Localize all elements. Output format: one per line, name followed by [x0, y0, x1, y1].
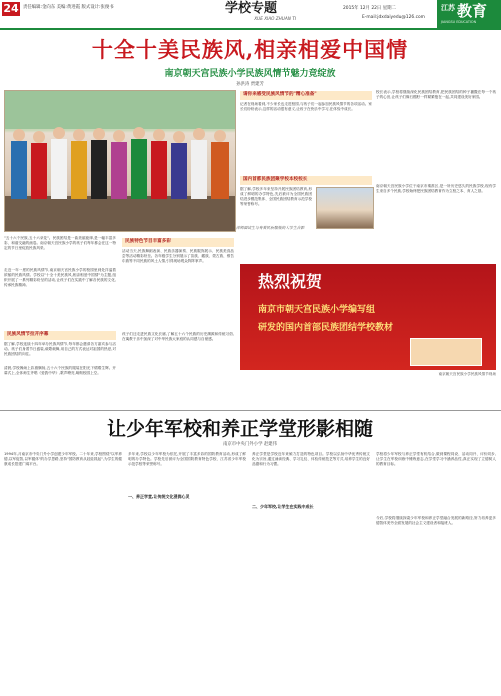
- brand-sub: JIANGSU EDUCATION: [441, 20, 477, 24]
- editor-credits: 责任编辑:金向东 美编:黄进霞 版式设计:张俊书: [23, 5, 114, 10]
- article1-title: 十全十美民族风,相亲相爱中国情: [91, 37, 409, 62]
- article1-col3-text: 记者在现场看到,不少家长也走进校园,与孩子们一起参加民族风情节的各项活动。家长们纷纷表示,这样的活动很有意义,让孩子在快乐中学习,在体验中成长。: [240, 102, 372, 111]
- article1-col2-text2: 孩子们还走进民族文化长廊,了解五十六个民族的历史渊源和传统习俗,在寓教于乐中加深了对中华民族大家庭的认同感与自豪感。: [122, 332, 234, 341]
- page-number-box: [2, 2, 20, 16]
- article1-byline: 孙洪涛 贾建芳: [236, 82, 264, 87]
- brand-big: 教育: [457, 2, 488, 20]
- page-number: 24: [3, 2, 19, 15]
- page-header: [0, 0, 501, 30]
- article2-col1-text: 1994年,月南京市中央门外小学创建少年军校。二十年来,学校围绕"以军养德,以军促智,以军健体"的办学思路,坚持"国防教育从娃娃抓起",为学生的健康成长搭建广阔平台。: [4, 452, 122, 466]
- banner-caption: 南京朝天宫民族小学民族风情节现场: [438, 372, 496, 376]
- congratulations-banner: [240, 264, 496, 370]
- article1-col3-text2: 据了解,学校多年来坚持开展民族团结教育,形成了鲜明的办学特色,先后被评为全国民族团结进步模范集体、全国民族团结教育示范学校等荣誉称号。: [240, 187, 312, 206]
- article1-col1-head1: 民族风情节拉开序幕: [7, 332, 49, 337]
- masthead-brand: [437, 0, 501, 28]
- article1-lede: "五十六个民族,五十六朵花"。民族团结是一曲美丽旋律,是一幅丰富多彩、和谐交融的画卷。南京朝天宫民族小学的孩子们每年都会在这一特定的节日里绽放民族风采。: [4, 236, 116, 250]
- article1-col4-text: 校长表示,学校将继续深化民族团结教育,把民族团结的种子播撒在每一个孩子的心田,让孩子们像石榴籽一样紧紧抱在一起,共同建设美好家园。: [376, 90, 496, 99]
- section-pinyin: XUE XIAO ZHUAN TI: [254, 16, 296, 21]
- article1-col1-head1-box: [4, 331, 116, 340]
- photo-caption: 律师面试生与身着民族服装的大学生合影: [236, 225, 305, 230]
- article2-title: 让少年军校和养正学堂形影相随: [106, 418, 373, 440]
- article2-col3-head: 二、少年军校,让学生在实践中成长: [252, 504, 314, 509]
- article2-byline: 南京市中央门外小学 赵建伟: [222, 442, 278, 447]
- article1-col1-text2: 据了解,学校连续十四年举办民族风情节,每年都会邀请各方嘉宾参与活动。孩子们身着节日盛装,载歌载舞,用自己的方式表达对祖国的热爱,对民族团结的向往。: [4, 342, 116, 356]
- article1-col3-head1-box: [240, 91, 372, 100]
- article1-col3-head1: 请你来感受民族风情节的"精心准备": [243, 92, 317, 97]
- issue-date: 2015年 12月 22日 星期二: [343, 6, 396, 11]
- article1-col1-text: 走近一年一度的民族风情节,南京朝天宫民族小学的校园里到处洋溢着浓郁的民族风情。学校以"十全十美民族风,相亲相爱中国情"为主题,组织开展了一系列精彩纷呈的活动,让孩子们在实践中了解各民族的文化,传承民族精神。: [4, 268, 116, 287]
- article2-col2-text: 多年来,学校以少年军校为依托,开展了丰富多彩的国防教育活动,形成了鲜明的办学特色。学校先后被评为全国国防教育特色学校、江苏省少年军校示范学校等荣誉称号。: [128, 452, 246, 466]
- article1-col2-head1-box: [122, 238, 234, 247]
- section-title: 学校专题: [224, 1, 277, 16]
- banner-line-2: 南京市朝天宫民族小学编写组: [258, 305, 376, 315]
- article2-col4-text2: 今后,学校将继续探索少年军校和养正学堂融合发展的新路径,努力培养更多德智体美劳全面发展的社会主义建设者和接班人。: [376, 516, 496, 525]
- article2-col3-text: 养正学堂是学校近年来倾力打造的特色项目。学校以弘扬中华优秀传统文化为宗旨,通过诵读经典、学习礼仪、体验传统技艺等方式,培养学生的良好品德和行为习惯。: [252, 452, 370, 466]
- article1-col4-text2: 南京朝天宫民族小学位于南京市秦淮区,是一所历史悠久的民族学校,现有学生来自多个民族,学校始终把民族团结教育作为立校之本、育人之基。: [376, 184, 496, 193]
- article2-col4-text: 学校将少年军校与养正学堂有机结合,做到课程同设、活动同开、评价同步,让学生在军校训练中锤炼意志,在学堂学习中涵养品性,真正实现了立德树人的教育目标。: [376, 452, 496, 466]
- article1-col3-head2: 国内首都民族团聚学校本校校长: [243, 177, 308, 182]
- article-separator: [0, 410, 501, 411]
- small-inset-photo: [316, 187, 374, 229]
- article1-col2-text: 活动当天,民族舞蹈表演、民族乐器演奏、民族服饰展示、民族美食品尝等活动精彩纷呈。各年级学生分别展示了苗族、藏族、蒙古族、维吾尔族等不同民族的风土人情,引得现场观众阵阵掌声。: [122, 249, 234, 263]
- banner-book-image: [410, 338, 482, 366]
- article1-col1-text3: 清晨,学校操场上彩旗飘扬,五十六个民族的服装在阳光下熠熠生辉。开幕式上,全体师生齐唱《爱我中华》,歌声嘹亮,响彻校园上空。: [4, 366, 116, 375]
- group-photo-figures: [5, 91, 235, 231]
- header-rule: [0, 28, 501, 30]
- article2-col2-head: 一、养正学堂,让传统文化浸润心灵: [128, 494, 190, 499]
- group-photo: [4, 90, 236, 232]
- article1-col3-head2-box: [240, 176, 372, 185]
- contact-email: E-mail:jdxdaiyedu@126.com: [362, 15, 425, 20]
- brand-small: 江苏: [441, 4, 455, 12]
- banner-line-3: 研发的国内首部民族团结学校教材: [258, 323, 394, 333]
- banner-heading: 热烈祝贺: [258, 272, 323, 291]
- article1-subtitle: 南京朝天宫民族小学民族风情节魅力竞绽放: [164, 69, 336, 79]
- article1-col2-head1: 民族特色节目丰富多彩: [125, 239, 171, 244]
